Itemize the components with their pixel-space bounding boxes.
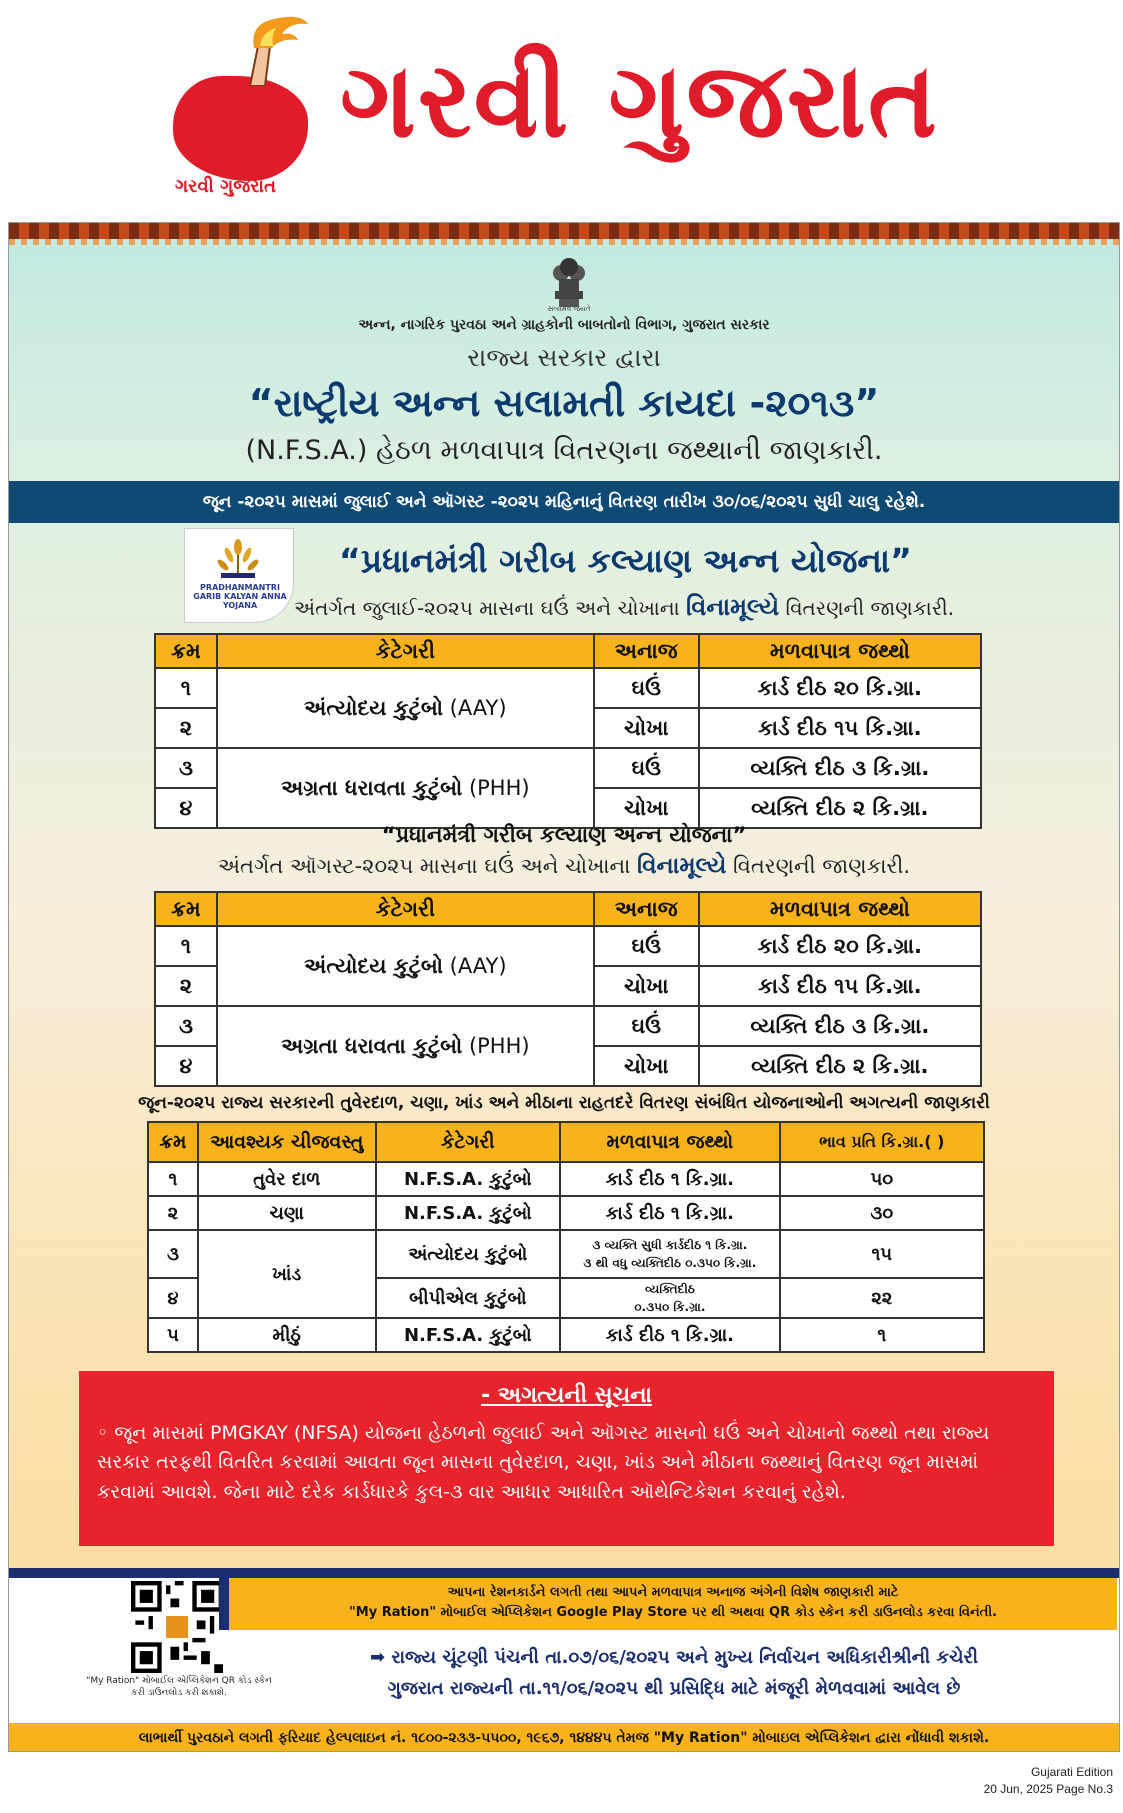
- table-header-row: ક્રમ કેટેગરી અનાજ મળવાપાત્ર જથ્થો: [155, 892, 981, 926]
- notice-title: - અગત્યની સૂચના: [481, 1383, 652, 1408]
- category-phh: અગ્રતા ધરાવતા કુટુંબો (PHH): [217, 1006, 594, 1086]
- nfsa-subtitle: (N.F.S.A.) હેઠળ મળવાપાત્ર વિતરણના જથ્થાની જાણકારી.: [245, 435, 883, 466]
- edition-date-page: 20 Jun, 2025 Page No.3: [983, 1782, 1113, 1797]
- table-row: ૩ અગ્રતા ધરાવતા કુટુંબો (PHH) ઘઉં વ્યક્તિ દીઠ ૩ કિ.ગ્રા.: [155, 748, 981, 788]
- table-row: ૩ અગ્રતા ધરાવતા કુટુંબો (PHH) ઘઉં વ્યક્તિ દીઠ ૩ કિ.ગ્રા.: [155, 1006, 981, 1046]
- commodity-info-heading: જૂન-૨૦૨૫ રાજ્ય સરકારની તુવેરદાળ, ચણા, ખાંડ અને મીઠાના રાહતદરે વિતરણ સંબંધિત યોજનાઓની અગત્યની જાણકારી: [138, 1093, 990, 1113]
- pmgkay-logo-text: PRADHANMANTRI GARIB KALYAN ANNA YOJANA: [193, 583, 287, 611]
- important-notice: [79, 1371, 1054, 1546]
- header-category: કેટેગરી: [217, 634, 594, 668]
- header-no: ક્રમ: [155, 634, 217, 668]
- table-row: ૧ તુવેર દાળ N.F.S.A. કુટુંબો કાર્ડ દીઠ ૧ કિ.ગ્રા. ૫૦: [148, 1162, 984, 1196]
- table-row: ૨ ચણા N.F.S.A. કુટુંબો કાર્ડ દીઠ ૧ કિ.ગ્રા. ૩૦: [148, 1196, 984, 1230]
- table-row: ૧ અંત્યોદય કુટુંબો (AAY) ઘઉં કાર્ડ દીઠ ૨૦ કિ.ગ્રા.: [155, 668, 981, 708]
- torch-icon: [220, 16, 310, 86]
- newspaper-logo: [165, 16, 315, 206]
- category-phh: અગ્રતા ધરાવતા કુટુંબો (PHH): [217, 748, 594, 828]
- qr-caption: "My Ration" મોબાઈલ એપ્લિકેશન QR કોડ સ્કેન કરી ડાઉનલોડ કરી શકાશે.: [86, 1676, 272, 1698]
- table-row: ૨ ચોખા કાર્ડ દીઠ ૧૫ કિ.ગ્રા.: [155, 966, 981, 1006]
- table-header-row: ક્રમ આવશ્યક ચીજવસ્તુ કેટેગરી મળવાપાત્ર જથ્થો ભાવ પ્રતિ કિ.ગ્રા.( ): [148, 1122, 984, 1162]
- edition-name: Gujarati Edition: [1030, 1765, 1113, 1779]
- distribution-date-strip: જૂન -૨૦૨૫ માસમાં જુલાઈ અને ઑગસ્ટ -૨૦૨૫ મહિનાનું વિતરણ તારીખ ૩૦/૦૬/૨૦૨૫ સુધી ચાલુ રહેશે.: [9, 481, 1119, 523]
- category-aay: અંત્યોદય કુટુંબો (AAY): [217, 668, 594, 748]
- grain-table-august: [154, 891, 982, 1087]
- category-aay: અંત્યોદય કુટુંબો (AAY): [217, 926, 594, 1006]
- by-state-government: રાજ્ય સરકાર દ્વારા: [467, 343, 661, 372]
- government-advertisement: [8, 222, 1120, 1752]
- my-ration-info-box: આપના રેશનકાર્ડને લગતી તથા આપને મળવાપાત્ર અનાજ અંગેની વિશેષ જાણકારી માટે "My Ration" મોબાઈલ એપ્લિકેશન Google Play Store પર થી અથવા QR કોડ સ્કેન કરી ડાઉનલોડ કરવા વિનંતી.: [219, 1578, 1117, 1630]
- gujarat-map-icon: [173, 76, 308, 181]
- department-name: અન્ન, નાગરિક પુરવઠા અને ગ્રાહકોની બાબતોનો વિભાગ, ગુજરાત સરકાર: [358, 317, 770, 333]
- scheme-subtitle-july: અંતર્ગત જુલાઈ-૨૦૨૫ માસના ઘઉં અને ચોખાના વિનામૂલ્યે વિતરણની જાણકારી.: [294, 593, 955, 621]
- table-header-row: [155, 634, 981, 668]
- newspaper-title: ગરવી ગુજરાત: [340, 39, 939, 161]
- header-quantity: મળવાપાત્ર જથ્થો: [699, 634, 981, 668]
- scheme-title-july: “પ્રધાનમંત્રી ગરીબ કલ્યાણ અન્ન યોજના”: [339, 541, 912, 580]
- table-row: ૫ મીઠું N.F.S.A. કુટુંબો કાર્ડ દીઠ ૧ કિ.ગ્રા. ૧: [148, 1318, 984, 1352]
- logo-caption: ગરવી ગુજરાત: [175, 176, 276, 197]
- helpline-strip: લાભાર્થી પુરવઠાને લગતી ફરિયાદ હેલ્પલાઇન નં. ૧૮૦૦-૨૩૩-૫૫૦૦, ૧૯૬૭, ૧૪૪૪૫ તેમજ "My Ration" મોબાઇલ એપ્લિકેશન દ્વારા નોંધાવી શકાશે.: [9, 1723, 1119, 1752]
- grain-table-july: [154, 633, 982, 829]
- masthead: [0, 0, 1123, 218]
- election-approval-note: ➡ રાજ્ય ચૂંટણી પંચની તા.૦૭/૦૬/૨૦૨૫ અને મુખ્ય નિર્વાચન અધિકારીશ્રીની કચેરી ગુજરાત રાજ્યની તા.૧૧/૦૬/૨૦૨૫ થી પ્રસિદ્ધિ માટે મંજૂરી મેળવવામાં આવેલ છે: [369, 1647, 978, 1699]
- table-row: ૨ ચોખા કાર્ડ દીઠ ૧૫ કિ.ગ્રા.: [155, 708, 981, 748]
- act-title: “રાષ્ટ્રીય અન્ન સલામતી કાયદા -૨૦૧૩”: [248, 381, 880, 425]
- bottom-band-stripe: [9, 1568, 1119, 1578]
- table-row: ૪ ચોખા વ્યક્તિ દીઠ ૨ કિ.ગ્રા.: [155, 1046, 981, 1086]
- table-row: ૩ ખાંડ અંત્યોદય કુટુંબો ૩ વ્યક્તિ સુધી કાર્ડદીઠ ૧ કિ.ગ્રા. ૩ થી વધુ વ્યક્તિદીઠ ૦.૩૫૦ કિ.ગ્રા. ૧૫: [148, 1230, 984, 1278]
- table-row: ૪ બીપીએલ કુટુંબો વ્યક્તિદીઠ ૦.૩૫૦ કિ.ગ્રા. ૨૨: [148, 1278, 984, 1318]
- decorative-border: [9, 223, 1119, 239]
- table-row: ૧ અંત્યોદય કુટુંબો (AAY) ઘઉં કાર્ડ દીઠ ૨૦ કિ.ગ્રા.: [155, 926, 981, 966]
- qr-code-icon[interactable]: [131, 1581, 223, 1673]
- edition-info: [984, 1764, 1113, 1799]
- table-row: ૪ ચોખા વ્યક્તિ દીઠ ૨ કિ.ગ્રા.: [155, 788, 981, 828]
- scheme-title-august: “પ્રધાનમંત્રી ગરીબ કલ્યાણ અન્ન યોજના”: [381, 823, 747, 847]
- wheat-icon: [217, 539, 259, 579]
- notice-body: ◦ જૂન માસમાં PMGKAY (NFSA) યોજના હેઠળનો જુલાઈ અને ઑગસ્ટ માસનો ઘઉં અને ચોખાનો જથ્થો તથા રાજ્ય સરકાર તરફથી વિતરિત કરવામાં આવતા જૂન માસના તુવેરદાળ, ચણા, ખાંડ અને મીઠાના જથ્થાનું વિતરણ જૂન માસમાં કરવામાં આવશે. જેના માટે દરેક કાર્ડધારકે કુલ-૩ વાર આધાર આધારિત ઑથેન્ટિકેશન કરવાનું રહેશે.: [97, 1422, 990, 1503]
- emblem-motto: સત્યમેવ જયતે: [547, 305, 591, 313]
- scheme-subtitle-august: અંતર્ગત ઑગસ્ટ-૨૦૨૫ માસના ઘઉં અને ચોખાના વિનામૂલ્યે વિતરણની જાણકારી.: [217, 853, 911, 879]
- header-grain: અનાજ: [594, 634, 699, 668]
- pmgkay-logo: [184, 528, 294, 623]
- commodity-table: [147, 1121, 985, 1353]
